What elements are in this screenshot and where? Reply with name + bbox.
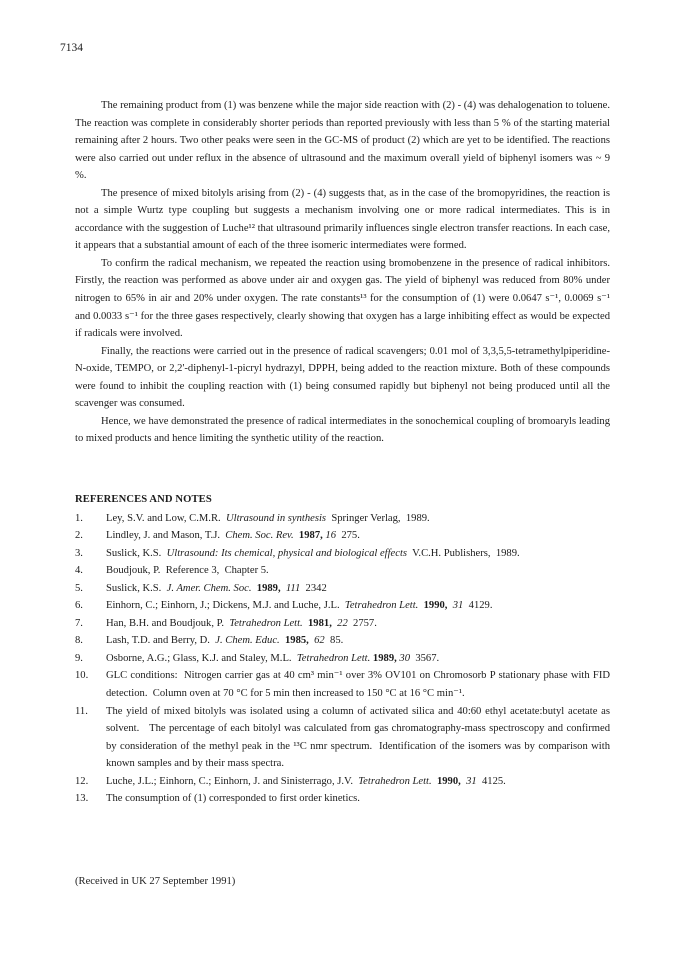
reference-text-part: 275. [336,530,360,542]
reference-item [75,510,610,528]
reference-text-part: 111 [285,582,301,594]
reference-number: 9. [75,652,83,664]
reference-text-part: 4129. [463,600,493,612]
reference-text-part: Lash, T.D. and Berry, D. [106,635,216,647]
reference-number: 10. [75,670,89,682]
reference-item [75,703,613,773]
reference-text [106,773,610,791]
reference-text [106,632,610,650]
reference-text [106,703,613,773]
reference-number: 4. [75,565,83,577]
paragraph: The presence of mixed bitolyls arising from (2) - (4) suggests that, as in the case of the bromopyridines, the reaction is not a simple Wurtz type coupling but suggests a mechanism involving one or more radical intermediates. This is in accordance with the suggestion of Luche¹² that ultrasound primarily influences single electron transfer reactions. In each case, it appears that a substantial amount of each of the three isomeric intermediates were formed. [75,187,610,252]
reference-text-part: Boudjouk, P. Reference 3, Chapter 5. [106,565,269,577]
reference-number: 5. [75,582,83,594]
reference-text-part: 31 [466,775,477,787]
reference-text-part: Han, B.H. and Boudjouk, P. [106,617,230,629]
reference-item [75,545,610,563]
reference-text-part: J. Amer. Chem. Soc. [166,582,252,594]
references-heading: REFERENCES AND NOTES [75,494,212,505]
reference-number: 6. [75,600,83,612]
reference-text-part: Chem. Soc. Rev. [225,530,294,542]
reference-text [106,615,610,633]
reference-text-part: Ultrasound: Its chemical, physical and biological effects [166,547,408,559]
reference-item [75,632,610,650]
reference-number: 8. [75,635,83,647]
reference-text-part: 3567. [410,652,440,664]
reference-text-part: The yield of mixed bitolyls was isolated using a column of activated silica and 40:60 ethyl acetate:butyl acetate as solvent. The percentage of each bitolyl was calculated from gas chromatography-mass spectroscopy and confirmed by consideration of the methyl peak in the ¹³C nmr spectrum. Identification of the isomers was by comparison with known samples and by their mass spectra. [106,705,613,770]
reference-number: 1. [75,512,83,524]
reference-item [75,597,610,615]
reference-text [106,562,610,580]
reference-text-part: Luche, J.L.; Einhorn, C.; Einhorn, J. and Sinisterrago, J.V. [106,775,359,787]
reference-text-part: 1989, [372,652,397,664]
reference-text-part: 22 [337,617,348,629]
reference-text-part: Lindley, J. and Mason, T.J. [106,530,226,542]
reference-text-part: 85. [324,635,344,647]
reference-number: 12. [75,775,89,787]
reference-text-part: 16 [325,530,337,542]
reference-text-part: Tetrahedron Lett. [229,617,303,629]
reference-text [106,580,610,598]
page-number: 7134 [60,42,83,54]
reference-text-part: Tetrahedron Lett. [358,775,432,787]
reference-item [75,790,610,808]
reference-text-part: Osborne, A.G.; Glass, K.J. and Staley, M.L. [106,652,297,664]
paragraph: Finally, the reactions were carried out in the presence of radical scavengers; 0.01 mol of 3,3,5,5-tetramethylpiperidine-N-oxide, TEMPO, or 2,2'-diphenyl-1-picryl hydrazyl, DPPH, being added to the reaction mixture. Both of these compounds were found to inhibit the coupling reaction with (1) being consumed rapidly but biphenyl not being produced until all the scavenger was consumed. [75,345,610,410]
reference-text-part: 62 [314,635,325,647]
reference-item [75,615,610,633]
reference-number: 7. [75,617,83,629]
reference-text [106,545,610,563]
reference-text-part: Ley, S.V. and Low, C.M.R. [106,512,226,524]
reference-text-part: GLC conditions: Nitrogen carrier gas at 40 cm³ min⁻¹ over 3% OV101 on Chromosorb P stationary phase with FID detection. Column oven at 70 °C for 5 min then increased to 150 °C at 16 °C min⁻¹. [106,670,613,700]
reference-text-part: The consumption of (1) corresponded to first order kinetics. [106,793,360,805]
reference-text-part: 30 [399,652,411,664]
reference-text-part: 1990, [423,600,448,612]
reference-item [75,650,610,668]
reference-text-part: 1990, [436,775,461,787]
reference-number: 13. [75,793,89,805]
reference-text-part: Tetrahedron Lett. [344,600,419,612]
reference-text-part: 1987, [298,530,323,542]
reference-text-part: 1981, [308,617,332,629]
reference-text-part: Suslick, K.S. [106,582,167,594]
reference-text-part: Ultrasound in synthesis [225,512,327,524]
reference-text-part: 2757. [347,617,377,629]
reference-item [75,562,610,580]
reference-text-part: 31 [452,600,464,612]
reference-text-part: Suslick, K.S. [106,547,167,559]
reference-text-part: Springer Verlag, 1989. [326,512,430,524]
received-date: (Received in UK 27 September 1991) [75,876,236,887]
reference-number: 3. [75,547,83,559]
reference-text-part: 1985, [284,635,309,647]
references-list [75,510,613,808]
reference-text [106,527,610,545]
reference-item [75,527,610,545]
reference-text-part: Einhorn, C.; Einhorn, J.; Dickens, M.J. and Luche, J.L. [106,600,345,612]
reference-number: 11. [75,705,88,717]
paragraph: The remaining product from (1) was benzene while the major side reaction with (2) - (4) was dehalogenation to toluene. The reaction was complete in considerably shorter periods than reported previously with less than 5 % of the starting material remaining after 2 hours. Two other peaks were seen in the GC-MS of product (2) which are yet to be identified. The reactions were also carried out under reflux in the absence of ultrasound and the maximum overall yield of biphenyl isomers was ~ 9 %. [75,100,610,182]
reference-text [106,790,610,808]
reference-text-part: J. Chem. Educ. [215,635,280,647]
body-text [75,97,610,448]
reference-text-part: 4125. [476,775,506,787]
paragraph: Hence, we have demonstrated the presence of radical intermediates in the sonochemical coupling of bromoaryls leading to mixed products and hence limiting the synthetic utility of the reaction. [75,415,610,445]
reference-text [106,667,613,702]
reference-text-part: 2342 [300,582,327,594]
reference-text-part: Tetrahedron Lett. [296,652,371,664]
references-section [75,491,613,808]
reference-text-part: 1989, [256,582,281,594]
reference-item [75,667,613,702]
reference-text-part: V.C.H. Publishers, 1989. [407,547,520,559]
reference-text [106,510,610,528]
reference-item [75,580,610,598]
reference-text [106,597,610,615]
paragraph: To confirm the radical mechanism, we repeated the reaction using bromobenzene in the presence of radical inhibitors. Firstly, the reaction was performed as above under air and oxygen gas. The yield of biphenyl was reduced from 80% under nitrogen to 65% in air and 20% under oxygen. The rate constants¹³ for the consumption of (1) were 0.0647 s⁻¹, 0.0069 s⁻¹ and 0.0033 s⁻¹ for the three gases respectively, clearly showing that oxygen has a large inhibiting effect as would be expected if radicals were involved. [75,257,610,340]
reference-number: 2. [75,530,83,542]
reference-text [106,650,610,668]
reference-item [75,773,610,791]
